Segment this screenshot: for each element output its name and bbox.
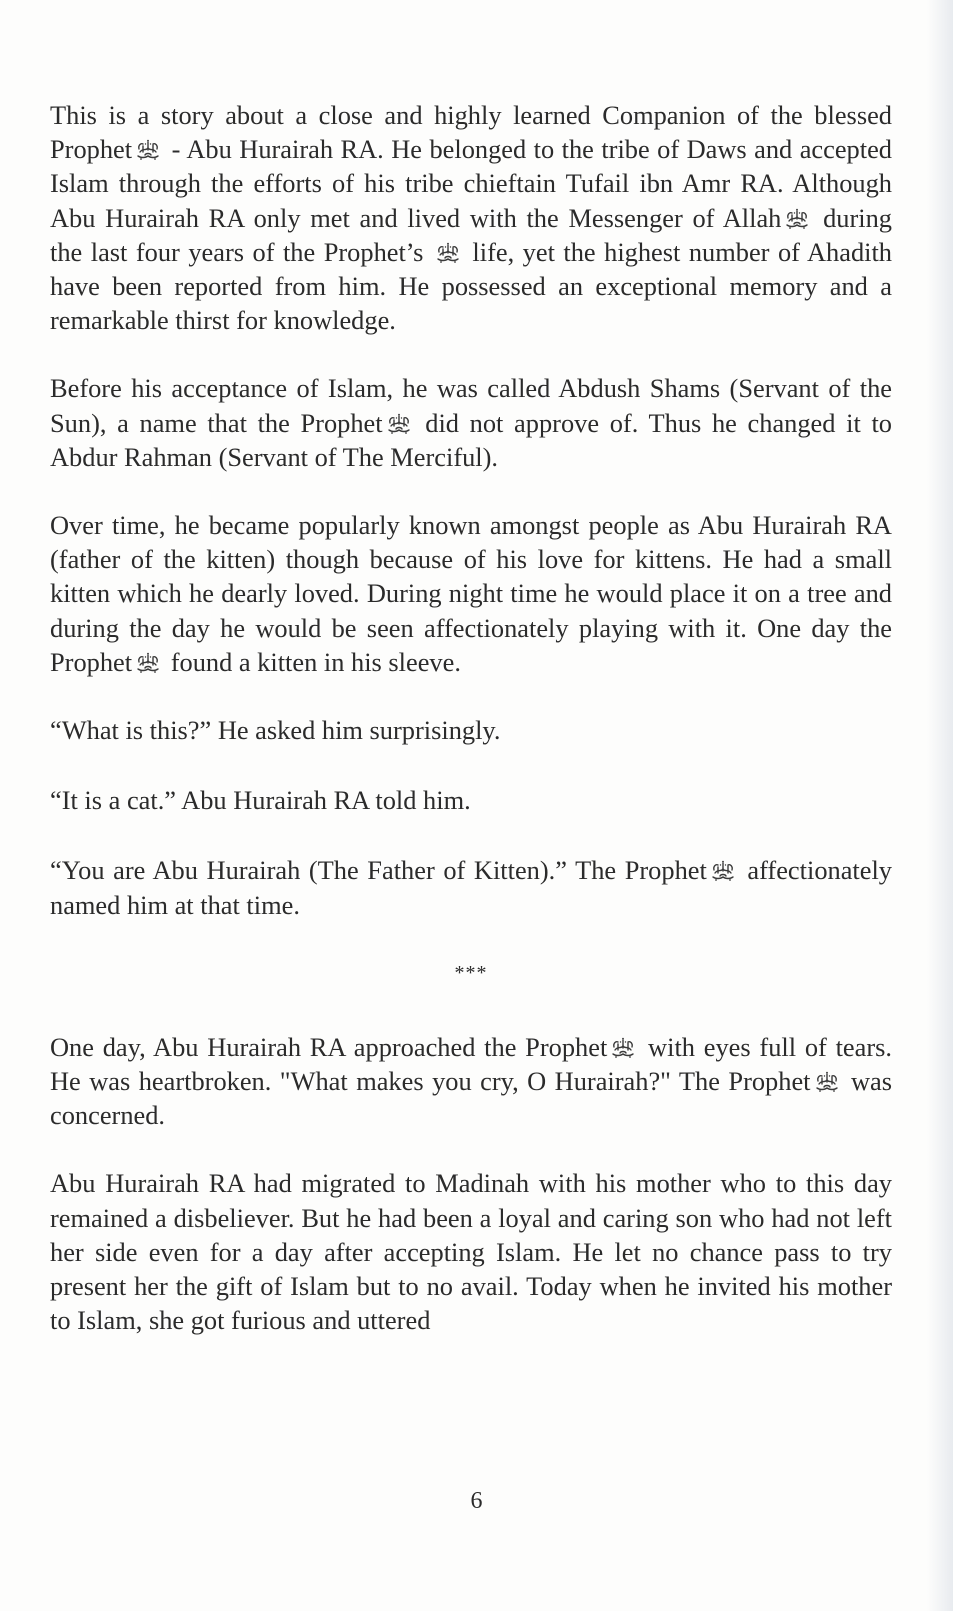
paragraph-7-text-1: One day, Abu Hurairah RA approached the Prophet bbox=[50, 1031, 608, 1062]
salawat-calligraphy-icon bbox=[610, 1037, 636, 1059]
paragraph-4: “What is this?” He asked him surprisingly. bbox=[50, 715, 501, 746]
paragraph-7-text-3: was concerned. bbox=[50, 1066, 892, 1131]
salawat-calligraphy-icon bbox=[710, 860, 736, 882]
paragraph-2 bbox=[50, 371, 892, 474]
paragraph-1 bbox=[50, 98, 892, 337]
paragraph-1-text-4: life, yet the highest number of Ahadith have been reported from him. He possessed an exceptional memory and a remarkable thirst for knowledge. bbox=[50, 236, 893, 336]
paragraph-3-text-2: found a kitten in his sleeve. bbox=[164, 646, 461, 677]
section-divider: *** bbox=[454, 961, 488, 984]
paragraph-7-text-2: with eyes full of tears. He was heartbroken. "What makes you cry, O Hurairah?" The Prophet bbox=[50, 1031, 892, 1097]
paragraph-1-text-2: - Abu Hurairah RA. He belonged to the tribe of Daws and accepted Islam through the efforts of his tribe chieftain Tufail ibn Amr RA. Although Abu Hurairah RA only met and lived with the Messenger of Allah bbox=[50, 134, 892, 233]
page-number: 6 bbox=[470, 1488, 483, 1514]
paragraph-6-text-2: affectionately named him at that time. bbox=[50, 855, 892, 920]
salawat-calligraphy-icon bbox=[386, 413, 412, 435]
salawat-calligraphy-icon bbox=[435, 242, 461, 264]
salawat-calligraphy-icon bbox=[784, 208, 810, 230]
salawat-calligraphy-icon bbox=[135, 652, 161, 674]
salawat-calligraphy-icon bbox=[814, 1071, 840, 1093]
paragraph-2-text-1: Before his acceptance of Islam, he was called Abdush Shams (Servant of the Sun), a name that the Prophet bbox=[50, 373, 892, 438]
paragraph-3-text-1: Over time, he became popularly known amongst people as Abu Hurairah RA (father of the kitten) though because of his love for kittens. He had a small kitten which he dearly loved. During night time he would place it on a tree and during the day he would be seen affectionately playing with it. One day the Prophet bbox=[50, 510, 892, 677]
page-body bbox=[50, 98, 892, 1371]
paragraph-7 bbox=[50, 1030, 892, 1133]
paragraph-6 bbox=[50, 853, 892, 921]
paragraph-1-text-1: This is a story about a close and highly learned Companion of the blessed Prophet bbox=[50, 100, 892, 165]
paragraph-6-text-1: “You are Abu Hurairah (The Father of Kitten).” The Prophet bbox=[50, 855, 707, 886]
paragraph-8: Abu Hurairah RA had migrated to Madinah with his mother who to this day remained a disbeliever. But he had been a loyal and caring son who had not left her side even for a day after accepting Islam. He let no chance pass to try present her the gift of Islam but to no avail. Today when he invited his mother to Islam, she got furious and uttered bbox=[50, 1168, 892, 1336]
paragraph-1-text-3: during the last four years of the Prophet’s bbox=[50, 202, 892, 267]
paragraph-5: “It is a cat.” Abu Hurairah RA told him. bbox=[50, 785, 471, 816]
page-edge-shadow bbox=[927, 0, 953, 1611]
paragraph-3 bbox=[50, 508, 892, 679]
paragraph-2-text-2: did not approve of. Thus he changed it to Abdur Rahman (Servant of The Merciful). bbox=[50, 407, 892, 472]
salawat-calligraphy-icon bbox=[135, 139, 161, 161]
